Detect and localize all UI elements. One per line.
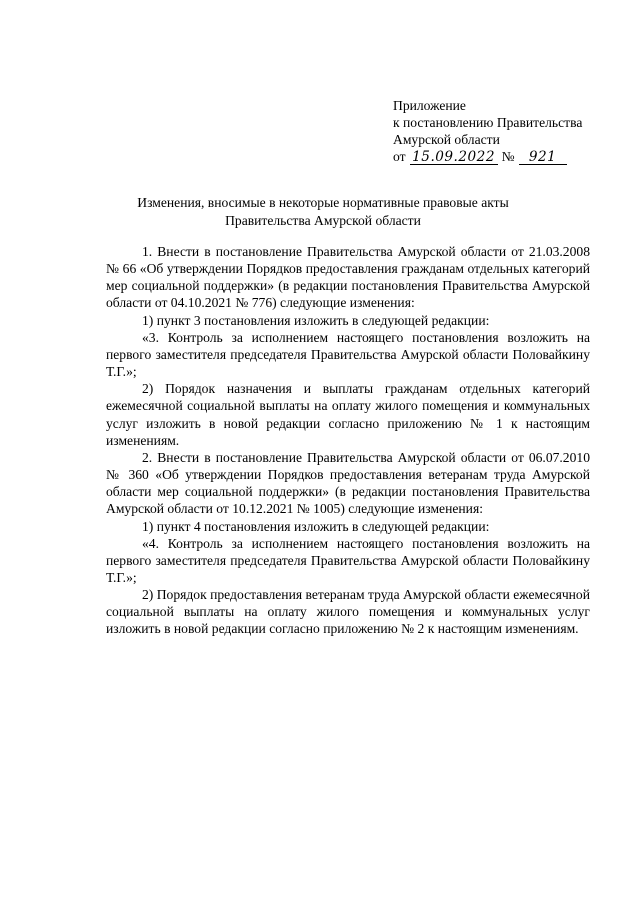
paragraph-quote-4: «4. Контроль за исполнением настоящего постановления возложить на первого заместителя председателя Правительства Амурской области Половайкину Т.Г.»; xyxy=(106,535,590,585)
paragraph-quote-3: «3. Контроль за исполнением настоящего постановления возложить на первого заместителя председателя Правительства Амурской области Половайкину Т.Г.»; xyxy=(106,329,590,380)
paragraph-item-2-1: 1) пункт 4 постановления изложить в следующей редакции: xyxy=(142,518,490,534)
appendix-block xyxy=(393,97,633,165)
document-body xyxy=(106,243,590,638)
from-label: от xyxy=(393,149,406,164)
handwritten-date: 15.09.2022 xyxy=(410,150,498,165)
paragraph-item-2-2: 2) Порядок предоставления ветеранам труда Амурской области ежемесячной социальной выплаты на оплату жилого помещения и коммунальных услуг изложить в новой редакции согласно приложению № 2 к настоящим изменениям. xyxy=(106,587,591,637)
appendix-title: Приложение xyxy=(393,98,466,113)
appendix-region: Амурской области xyxy=(393,132,500,147)
paragraph-amend-2: 2. Внести в постановление Правительства Амурской области от 06.07.2010 № 360 «Об утверждении Порядков предоставления ветеранам труда Амурской области мер социальной поддержки» (в редакции постановления Правительства Амурской области от 10.12.2021 № 1005) следующие изменения: xyxy=(106,449,590,517)
appendix-reference: к постановлению Правительства xyxy=(393,115,583,130)
paragraph-amend-1: 1. Внести в постановление Правительства Амурской области от 21.03.2008 № 66 «Об утверждении Порядков предоставления гражданам отдельных категорий мер социальной поддержки» (в редакции постановления Правительства Амурской области от 04.10.2021 № 776) следующие изменения: xyxy=(106,244,590,311)
document-heading xyxy=(108,194,538,230)
appendix-date-number-line xyxy=(393,148,633,165)
paragraph-item-1-1: 1) пункт 3 постановления изложить в следующей редакции: xyxy=(142,312,490,328)
handwritten-number: 921 xyxy=(519,150,567,165)
heading-line-2: Правительства Амурской области xyxy=(225,213,421,228)
heading-line-1: Изменения, вносимые в некоторые нормативные правовые акты xyxy=(137,195,509,210)
number-label: № xyxy=(501,149,515,164)
paragraph-item-1-2: 2) Порядок назначения и выплаты гражданам отдельных категорий ежемесячной социальной выплаты на оплату жилого помещения и коммунальных услуг изложить в новой редакции согласно приложению № 1 к настоящим изменениям. xyxy=(106,381,590,448)
